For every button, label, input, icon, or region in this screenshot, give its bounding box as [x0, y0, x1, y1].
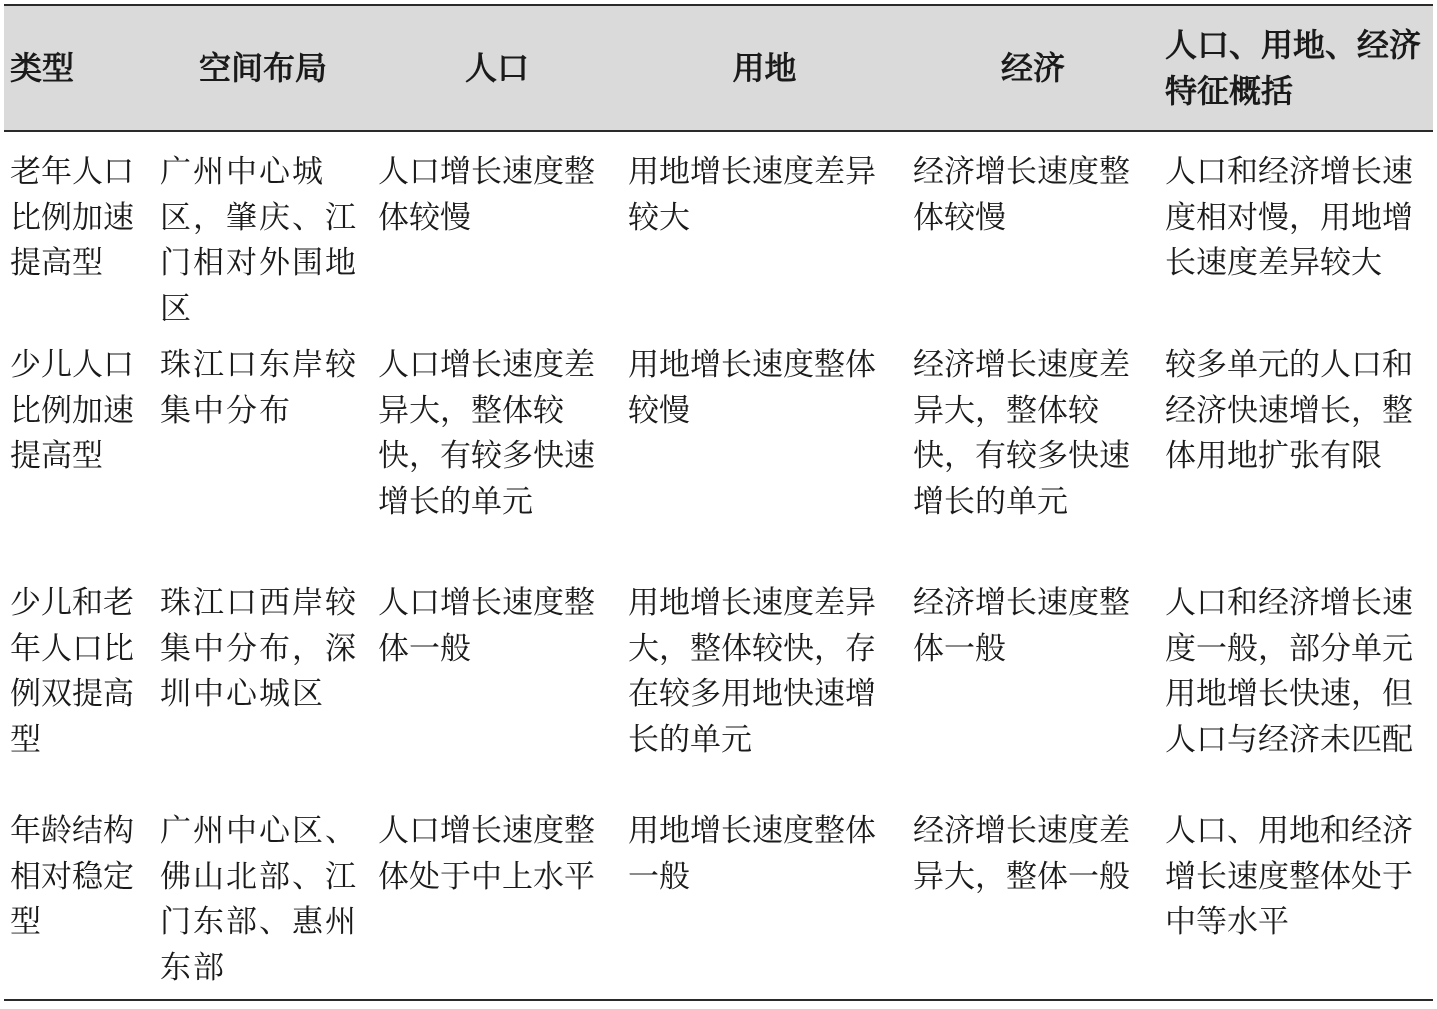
cell-type: 年龄结构相对稳定型	[10, 813, 134, 940]
cell-land-use: 用地增长速度整体较慢	[628, 347, 876, 429]
header-summary: 人口、用地、经济特征概括	[1165, 26, 1422, 110]
cell-economy: 经济增长速度整体较慢	[913, 154, 1130, 236]
cell-land-use: 用地增长速度差异大，整体较快，存在较多用地快速增长的单元	[628, 585, 876, 758]
cell-spatial-layout: 广州中心城区，肇庆、江门相对外围地区	[160, 154, 358, 327]
header-land-use: 用地	[732, 49, 797, 87]
table-row	[4, 339, 1433, 577]
cell-land-use: 用地增长速度整体一般	[628, 813, 876, 895]
cell-type: 少儿人口比例加速提高型	[10, 347, 134, 474]
cell-land-use: 用地增长速度差异较大	[628, 154, 876, 236]
header-row	[4, 5, 1433, 131]
cell-spatial-layout: 珠江口西岸较集中分布，深圳中心城区	[160, 585, 358, 712]
characteristics-table	[4, 4, 1433, 1001]
cell-type: 少儿和老年人口比例双提高型	[10, 585, 134, 758]
cell-spatial-layout: 珠江口东岸较集中分布	[160, 347, 358, 429]
table-header	[4, 5, 1433, 131]
table-row	[4, 807, 1433, 1000]
cell-summary: 较多单元的人口和经济快速增长，整体用地扩张有限	[1165, 347, 1413, 474]
data-table-container	[4, 4, 1433, 1001]
table-row	[4, 577, 1433, 807]
table-row	[4, 131, 1433, 339]
cell-type: 老年人口比例加速提高型	[10, 154, 134, 281]
cell-spatial-layout: 广州中心区、佛山北部、江门东部、惠州东部	[160, 813, 358, 986]
cell-summary: 人口、用地和经济增长速度整体处于中等水平	[1165, 813, 1413, 940]
cell-population: 人口增长速度差异大，整体较快，有较多快速增长的单元	[378, 347, 595, 520]
cell-summary: 人口和经济增长速度相对慢，用地增长速度差异较大	[1165, 154, 1413, 281]
cell-population: 人口增长速度整体较慢	[378, 154, 595, 236]
cell-economy: 经济增长速度差异大，整体较快，有较多快速增长的单元	[913, 347, 1130, 520]
header-population: 人口	[464, 49, 529, 87]
cell-population: 人口增长速度整体一般	[378, 585, 595, 667]
table-body	[4, 131, 1433, 1000]
header-economy: 经济	[1000, 49, 1065, 87]
cell-economy: 经济增长速度差异大，整体一般	[913, 813, 1130, 895]
cell-summary: 人口和经济增长速度一般，部分单元用地增长快速，但人口与经济未匹配	[1165, 585, 1413, 758]
header-type: 类型	[10, 49, 75, 87]
cell-economy: 经济增长速度整体一般	[913, 585, 1130, 667]
header-spatial-layout: 空间布局	[198, 49, 327, 87]
cell-population: 人口增长速度整体处于中上水平	[378, 813, 595, 895]
